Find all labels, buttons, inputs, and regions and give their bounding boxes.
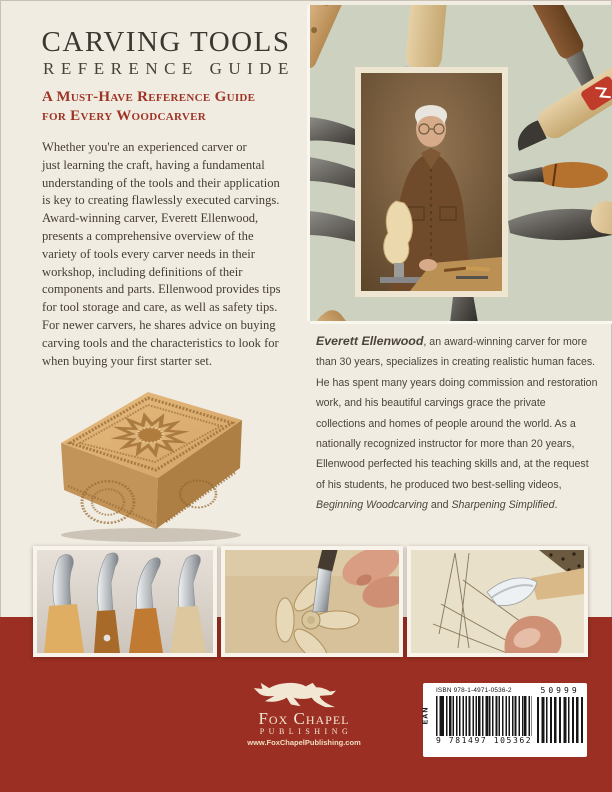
publisher-name: Fox Chapel	[258, 709, 350, 728]
bio-line: collections and homes of people around the world. As a	[316, 417, 576, 430]
book-title: CARVING TOOLS	[41, 26, 291, 58]
barcode-block	[423, 683, 587, 757]
publisher-logo	[238, 680, 370, 748]
photo-chip-carving	[407, 546, 588, 657]
barcode-digits: 9 781497 105362	[435, 736, 533, 745]
barcode-main	[436, 686, 532, 755]
bio-line: nationally recognized instructor for more than 20 years,	[316, 438, 575, 451]
tagline-line: A Must-Have Reference Guide	[42, 89, 256, 105]
tagline	[42, 88, 304, 126]
blurb-line: understanding of the tools and their application	[42, 175, 280, 190]
blurb-line: variety of tools every carver needs in their	[42, 246, 255, 261]
bio-line: than 30 years, specializes in creating realistic human faces.	[316, 356, 596, 369]
blurb-line: For newer carvers, he shares advice on buying	[42, 317, 276, 332]
addon-bars	[537, 697, 583, 743]
barcode-bars	[436, 696, 532, 736]
tagline-line: for Every Woodcarver	[42, 108, 206, 124]
blurb-line: is key to creating flawlessly executed carvings.	[42, 193, 280, 208]
masthead	[30, 26, 302, 80]
bio-line: He has spent many years doing commission and restoration	[316, 376, 598, 389]
blurb-line: just learning the craft, having a fundamental	[42, 157, 265, 172]
carved-box-photo	[46, 386, 256, 544]
fox-icon	[252, 680, 356, 710]
blurb-line: components and parts. Ellenwood provides tips	[42, 282, 281, 297]
blurb-line: carving tools and the characteristics to look for	[42, 335, 279, 350]
ean-label: EAN	[422, 706, 430, 725]
blurb-line: workshop, including definitions of their	[42, 264, 243, 279]
bio-line: Everett Ellenwood, an award-winning carver for more	[316, 334, 588, 348]
isbn-label: ISBN 978-1-4971-0536-2	[435, 687, 512, 694]
video-title: Sharpening Simplified	[451, 499, 555, 512]
book-subtitle: REFERENCE GUIDE	[43, 59, 295, 78]
blurb-line: presents a comprehensive overview of the	[42, 228, 254, 243]
photo-flower-relief	[221, 546, 403, 657]
blurb-line: when buying your first starter set.	[42, 353, 212, 368]
tool-collage-photo	[310, 5, 612, 321]
bio-line: of his students, he produced two best-selling videos,	[316, 478, 562, 491]
publisher-url: www.FoxChapelPublishing.com	[247, 738, 361, 747]
addon-digits: 50999	[540, 686, 580, 695]
barcode-addon	[537, 686, 583, 755]
photo-four-knives	[33, 546, 217, 657]
bio-line: Ellenwood perfected his teaching skills and, at the request	[316, 458, 589, 471]
portrait-photo	[355, 67, 508, 297]
author-name: Everett Ellenwood	[316, 334, 424, 348]
author-bio	[316, 331, 600, 516]
blurb-line: Whether you're an experienced carver or	[42, 140, 247, 154]
bio-line: work, and his beautiful carvings grace the private	[316, 397, 546, 410]
video-title: Beginning Woodcarving	[316, 499, 428, 512]
blurb-line: for tool storage and care, as well as safety tips.	[42, 300, 278, 315]
publisher-division: PUBLISHING	[259, 727, 353, 736]
blurb-line: Award-winning carver, Everett Ellenwood,	[42, 211, 259, 226]
bio-line: Beginning Woodcarving and Sharpening Simplified.	[316, 499, 558, 512]
back-cover-blurb	[42, 139, 281, 370]
